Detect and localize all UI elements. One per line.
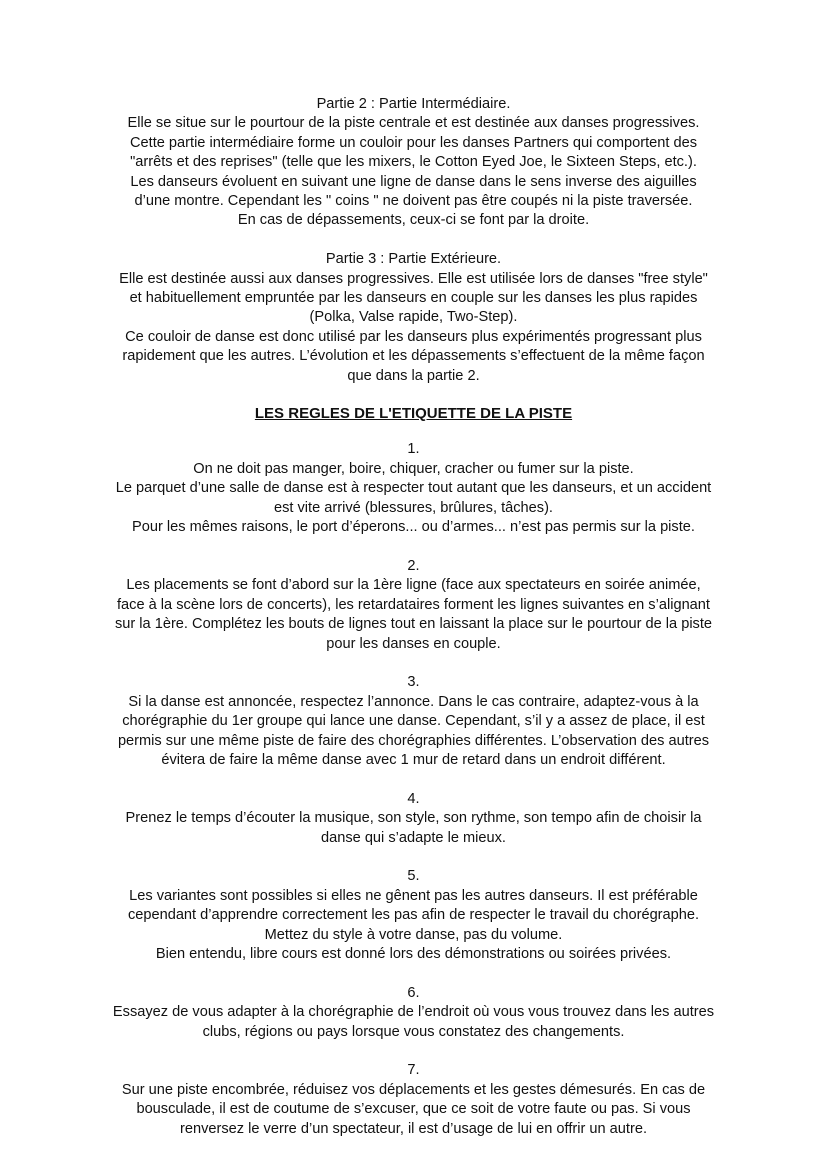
rule-line: Bien entendu, libre cours est donné lors des démonstrations ou soirées privées. <box>155 945 672 962</box>
rule-line: Sur une piste encombrée, réduisez vos déplacements et les gestes démesurés. En cas de <box>121 1081 706 1098</box>
rule-1 <box>92 440 735 537</box>
rule-number: 6. <box>407 984 420 1001</box>
rule-line: face à la scène lors de concerts), les retardataires forment les lignes suivantes en s’alignant <box>117 596 710 613</box>
rule-line: Les placements se font d’abord sur la 1ère ligne (face aux spectateurs en soirée animée, <box>126 577 701 594</box>
rule-number: 3. <box>407 674 420 691</box>
spacer <box>92 423 735 440</box>
rule-line: permis sur une même piste de faire des chorégraphies différentes. L’observation des autres <box>117 732 710 749</box>
rule-line: danse qui s’adapte le mieux. <box>321 829 506 846</box>
rule-line: Mettez du style à votre danse, pas du volume. <box>264 926 563 943</box>
rule-3 <box>92 673 735 770</box>
rule-line: pour les danses en couple. <box>326 635 501 652</box>
paragraph-line: "arrêts et des reprises" (telle que les mixers, le Cotton Eyed Joe, le Sixteen Steps, etc.). <box>130 154 697 171</box>
spacer <box>92 538 735 557</box>
rule-line: Essayez de vous adapter à la chorégraphie de l’endroit où vous vous trouvez dans les autres <box>112 1004 715 1021</box>
rule-line: Si la danse est annoncée, respectez l’annonce. Dans le cas contraire, adaptez-vous à la <box>128 693 699 710</box>
rules-heading: LES REGLES DE L'ETIQUETTE DE LA PISTE <box>254 405 573 423</box>
rule-number: 5. <box>407 868 420 885</box>
rule-number: 2. <box>407 557 420 574</box>
paragraph-line: et habituellement empruntée par les danseurs en couple sur les danses les plus rapides <box>129 290 698 307</box>
paragraph-line: que dans la partie 2. <box>347 367 480 384</box>
rule-line: est vite arrivé (blessures, brûlures, tâches). <box>273 499 553 516</box>
spacer <box>92 848 735 867</box>
section-title: Partie 3 : Partie Extérieure. <box>325 251 502 268</box>
rule-line: chorégraphie du 1er groupe qui lance une danse. Cependant, s’il y a assez de place, il est <box>122 713 705 730</box>
paragraph-line: Cette partie intermédiaire forme un couloir pour les danses Partners qui comportent des <box>129 134 697 151</box>
spacer <box>92 386 735 404</box>
paragraph-line: Elle se situe sur le pourtour de la piste centrale et est destinée aux danses progressives. <box>127 115 700 132</box>
section-partie-2 <box>92 95 735 231</box>
paragraph-line: d’une montre. Cependant les " coins " ne doivent pas être coupés ni la piste traversée. <box>134 193 693 210</box>
text-column <box>92 95 735 1139</box>
rule-7 <box>92 1061 735 1139</box>
rule-line: Pour les mêmes raisons, le port d’éperons... ou d’armes... n’est pas permis sur la piste. <box>132 519 695 536</box>
rule-4 <box>92 790 735 848</box>
paragraph-line: Ce couloir de danse est donc utilisé par les danseurs plus expérimentés progressant plus <box>125 328 702 345</box>
paragraph-line: Les danseurs évoluent en suivant une ligne de danse dans le sens inverse des aiguilles <box>130 173 697 190</box>
rule-line: Les variantes sont possibles si elles ne gênent pas les autres danseurs. Il est préférable <box>129 887 698 904</box>
rule-line: cependant d’apprendre correctement les pas afin de respecter le travail du chorégraphe. <box>127 907 700 924</box>
rule-line: renversez le verre d’un spectateur, il est d’usage de lui en offrir un autre. <box>180 1120 647 1137</box>
rule-number: 1. <box>407 441 420 458</box>
paragraph-line: rapidement que les autres. L’évolution et les dépassements s’effectuent de la même façon <box>122 348 705 365</box>
rule-number: 4. <box>407 790 420 807</box>
paragraph-line: Elle est destinée aussi aux danses progressives. Elle est utilisée lors de danses "free style" <box>119 270 708 287</box>
spacer <box>92 964 735 983</box>
rule-5 <box>92 867 735 964</box>
spacer <box>92 654 735 673</box>
rule-line: clubs, régions ou pays lorsque vous constatez des changements. <box>202 1023 625 1040</box>
rule-line: Prenez le temps d’écouter la musique, son style, son rythme, son tempo afin de choisir la <box>125 810 702 827</box>
rule-6 <box>92 984 735 1042</box>
rule-line: évitera de faire la même danse avec 1 mur de retard dans un endroit différent. <box>161 751 666 768</box>
paragraph-line: (Polka, Valse rapide, Two-Step). <box>309 309 518 326</box>
section-title: Partie 2 : Partie Intermédiaire. <box>316 96 511 112</box>
spacer <box>92 231 735 250</box>
spacer <box>92 770 735 789</box>
rule-line: On ne doit pas manger, boire, chiquer, cracher ou fumer sur la piste. <box>193 460 634 477</box>
rule-line: bousculade, il est de coutume de s’excuser, que ce soit de votre faute ou pas. Si vous <box>136 1101 691 1118</box>
rule-number: 7. <box>407 1062 420 1079</box>
rule-line: Le parquet d’une salle de danse est à respecter tout autant que les danseurs, et un accident <box>115 480 712 497</box>
rule-2 <box>92 557 735 654</box>
rule-line: sur la 1ère. Complétez les bouts de lignes tout en laissant la place sur le pourtour de la piste <box>114 616 713 633</box>
spacer <box>92 1042 735 1061</box>
paragraph-line: En cas de dépassements, ceux-ci se font par la droite. <box>237 212 590 229</box>
section-partie-3 <box>92 250 735 386</box>
